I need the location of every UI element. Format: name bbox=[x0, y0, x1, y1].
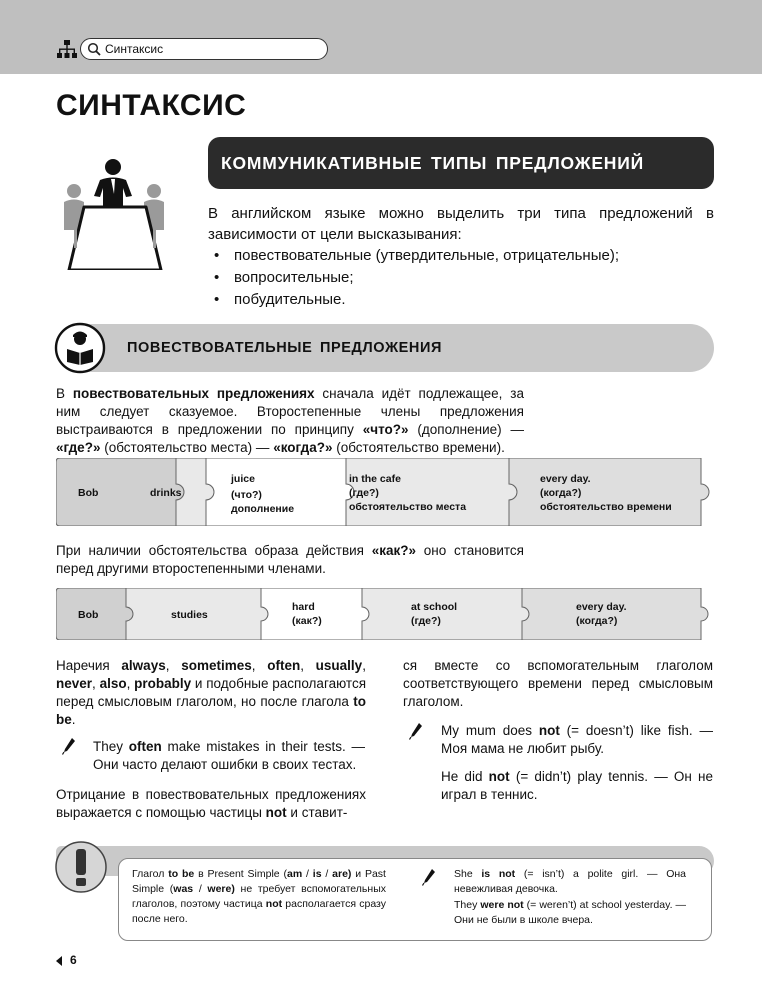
word-order-puzzle-1 bbox=[56, 458, 716, 526]
puzzle-word: Bob bbox=[78, 487, 99, 499]
intro-text: В английском языке можно выделить три типа предложений в зависимости от цели высказывания: bbox=[208, 205, 714, 243]
page-number: 6 bbox=[70, 953, 77, 967]
paragraph-negation: Отрицание в повествовательных предложениях выражается с помощью частицы not и ставит- bbox=[56, 787, 366, 820]
meeting-illustration bbox=[56, 150, 176, 270]
sentence-types-list bbox=[224, 245, 619, 311]
puzzle-word: juice bbox=[231, 473, 255, 485]
puzzle-role: обстоятельство времени bbox=[540, 501, 672, 513]
top-bar bbox=[0, 0, 762, 74]
warning-example-1: She is not (= isn’t) a polite girl. — Она невежливая девочка. bbox=[454, 868, 686, 895]
search-icon bbox=[87, 42, 101, 56]
reader-icon bbox=[54, 322, 106, 374]
puzzle-piece bbox=[522, 588, 708, 640]
subsection-banner bbox=[70, 324, 714, 372]
puzzle-word: studies bbox=[171, 609, 208, 621]
example-mum: My mum does not (= doesn’t) like fish. — Моя мама не любит рыбу. bbox=[441, 723, 713, 756]
puzzle-question: (когда?) bbox=[540, 487, 582, 499]
puzzle-word: hard bbox=[292, 601, 315, 613]
puzzle-question: (где?) bbox=[411, 615, 441, 627]
puzzle-question: (как?) bbox=[292, 615, 322, 627]
puzzle-question: (когда?) bbox=[576, 615, 618, 627]
word-order-puzzle-2 bbox=[56, 588, 716, 640]
example-often: They often make mistakes in their tests. — Они часто делают ошибки в своих тестах. bbox=[93, 739, 366, 772]
subsection-title: ПОВЕСТВОВАТЕЛЬНЫЕ ПРЕДЛОЖЕНИЯ bbox=[127, 340, 443, 356]
prev-page-icon[interactable] bbox=[56, 956, 62, 966]
exclamation-icon bbox=[54, 840, 108, 894]
puzzle-word: every day. bbox=[540, 473, 591, 485]
puzzle-piece bbox=[206, 458, 354, 526]
puzzle-question: (где?) bbox=[349, 487, 379, 499]
paragraph-manner: При наличии обстоятельства образа действия «как?» оно становится перед другими второстепенными членами. bbox=[56, 543, 524, 576]
sitemap-icon[interactable] bbox=[57, 39, 77, 59]
search-query: Синтаксис bbox=[105, 42, 164, 56]
example-tennis: He did not (= didn’t) play tennis. — Он не играл в теннис. bbox=[441, 769, 713, 802]
puzzle-word: Bob bbox=[78, 609, 99, 621]
section-banner: КОММУНИКАТИВНЫЕ ТИПЫ ПРЕДЛОЖЕНИЙ bbox=[208, 137, 714, 189]
pen-icon bbox=[422, 868, 436, 886]
puzzle-role: обстоятельство места bbox=[349, 501, 467, 513]
puzzle-piece bbox=[261, 588, 369, 640]
page-title: СИНТАКСИС bbox=[56, 89, 247, 122]
puzzle-question: (что?) bbox=[231, 489, 262, 501]
puzzle-word: in the cafe bbox=[349, 473, 401, 485]
list-item: • вопросительные; bbox=[224, 267, 619, 289]
page-footer bbox=[56, 953, 77, 967]
paragraph-negation-continued: ся вместе со вспомогательным глаголом соответствующего времени перед смысловым глаголом. bbox=[403, 658, 713, 709]
puzzle-piece bbox=[509, 458, 709, 526]
paragraph-word-order: В повествовательных предложениях сначала идёт подлежащее, за ним следует сказуемое. Второстепенные члены предложения выстраиваются в предложении по принципу «что?» (дополнение) — «где?» (обстоятельство места) — «когда?» (обстоятельство времени). bbox=[56, 386, 524, 455]
warning-example-2: They were not (= weren’t) at school yesterday. — Они не были в школе вчера. bbox=[454, 899, 686, 926]
puzzle-role: дополнение bbox=[231, 503, 295, 515]
pen-icon bbox=[62, 737, 76, 755]
paragraph-adverbs: Наречия always, sometimes, often, usually, never, also, probably и подобные располагаются перед смысловым глаголом, но после глагола to be. bbox=[56, 658, 366, 727]
pen-icon bbox=[409, 722, 423, 740]
puzzle-piece bbox=[362, 588, 529, 640]
warning-rule: Глагол to be в Present Simple (am / is / are) и Past Simple (was / were) не требует вспомогательных глаголов, поэтому частица not располагается сразу после него. bbox=[132, 868, 386, 925]
search-input[interactable] bbox=[80, 38, 328, 60]
list-item: • повествовательные (утвердительные, отрицательные); bbox=[224, 245, 619, 267]
list-item: • побудительные. bbox=[224, 289, 619, 311]
puzzle-word: every day. bbox=[576, 601, 627, 613]
puzzle-word: at school bbox=[411, 601, 458, 613]
puzzle-word: drinks bbox=[150, 487, 182, 499]
